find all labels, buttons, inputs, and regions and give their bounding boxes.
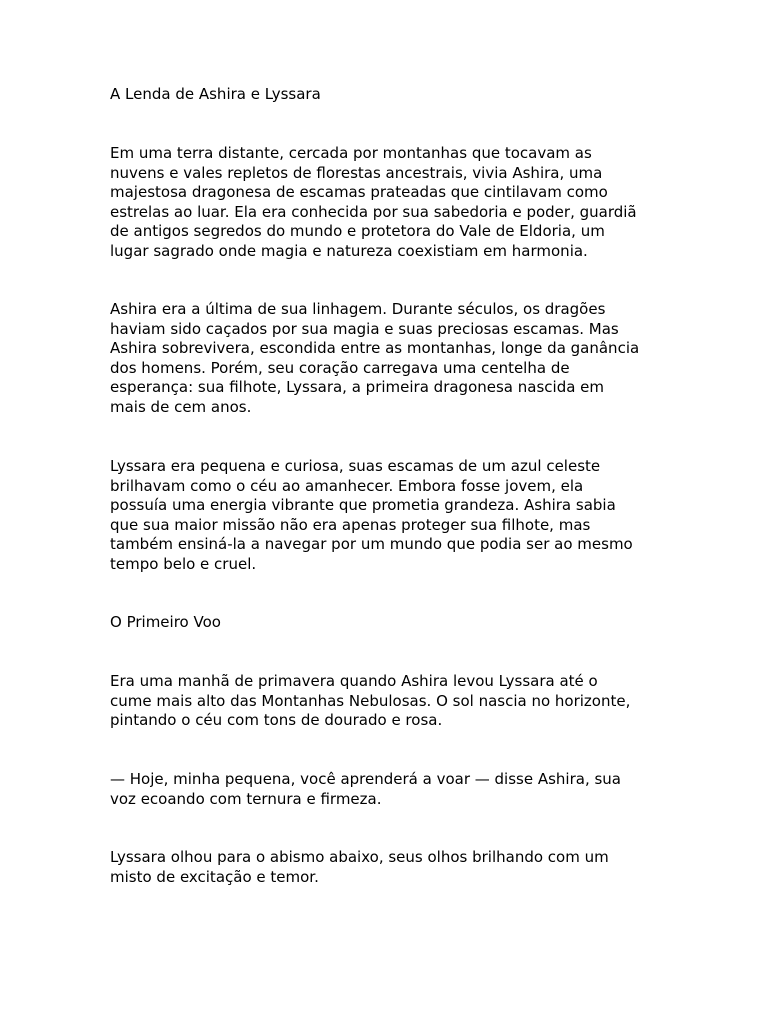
paragraph-4: Era uma manhã de primavera quando Ashira levou Lyssara até o cume mais alto das Montanhas Nebulosas. O sol nascia no horizonte, pintando o céu com tons de dourado e rosa.	[110, 672, 631, 730]
document-title: A Lenda de Ashira e Lyssara	[110, 85, 321, 103]
paragraph-2: Ashira era a última de sua linhagem. Durante séculos, os dragões haviam sido caçados por sua magia e suas preciosas escamas. Mas Ashira sobrevivera, escondida entre as montanhas, longe da ganância dos homens. Porém, seu coração carregava uma centelha de esperança: sua filhote, Lyssara, a primeira dragonesa nascida em mais de cem anos.	[110, 300, 640, 416]
paragraph-6: Lyssara olhou para o abismo abaixo, seus olhos brilhando com um misto de excitação e temor.	[110, 848, 609, 886]
paragraph-5: — Hoje, minha pequena, você aprenderá a voar — disse Ashira, sua voz ecoando com ternura e firmeza.	[110, 770, 621, 808]
paragraph-3: Lyssara era pequena e curiosa, suas escamas de um azul celeste brilhavam como o céu ao amanhecer. Embora fosse jovem, ela possuía uma energia vibrante que prometia grandeza. Ashira sabia que sua maior missão não era apenas proteger sua filhote, mas também ensiná-la a navegar por um mundo que podia ser ao mesmo tempo belo e cruel.	[110, 457, 633, 573]
paragraph-1: Em uma terra distante, cercada por montanhas que tocavam as nuvens e vales repletos de florestas ancestrais, vivia Ashira, uma majestosa dragonesa de escamas prateadas que cintilavam como estrelas ao luar. Ela era conhecida por sua sabedoria e poder, guardiã de antigos segredos do mundo e protetora do Vale de Eldoria, um lugar sagrado onde magia e natureza coexistiam em harmonia.	[110, 144, 637, 260]
section-heading: O Primeiro Voo	[110, 613, 221, 631]
